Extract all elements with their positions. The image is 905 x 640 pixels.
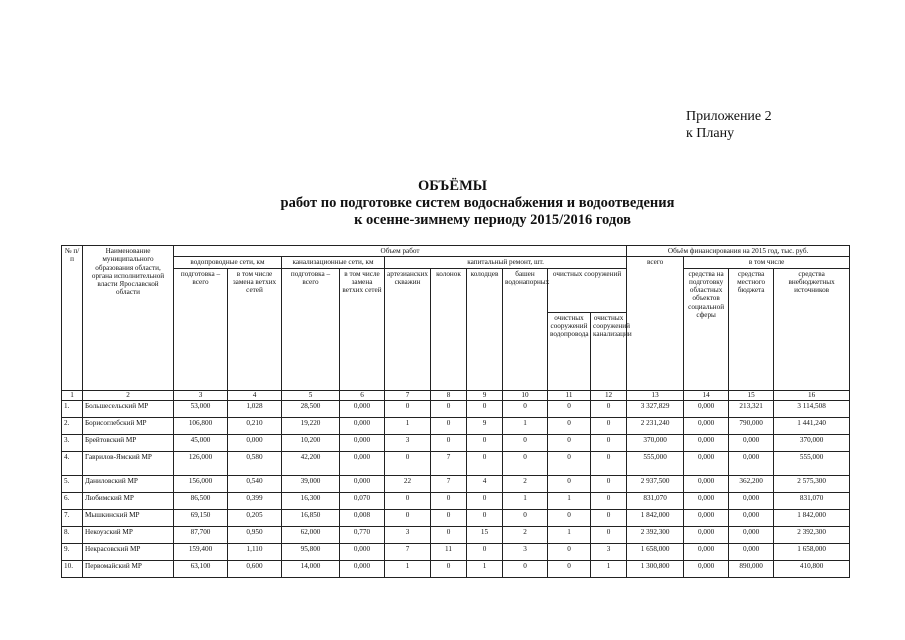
table-header-row-1 <box>62 246 850 257</box>
value-cell: 0,000 <box>340 475 385 492</box>
col-number: 3 <box>174 390 228 400</box>
value-cell: 4 <box>467 475 503 492</box>
col-number: 9 <box>467 390 503 400</box>
row-number-cell: 6. <box>62 492 83 509</box>
col-number: 12 <box>591 390 627 400</box>
value-cell: 0,000 <box>340 417 385 434</box>
value-cell: 0,000 <box>684 560 729 577</box>
col-number: 13 <box>627 390 684 400</box>
value-cell: 370,000 <box>627 434 684 451</box>
value-cell: 2 392,300 <box>774 526 850 543</box>
value-cell: 2 <box>503 475 548 492</box>
value-cell: 0,008 <box>340 509 385 526</box>
value-cell: 0,000 <box>729 526 774 543</box>
value-cell: 0,580 <box>228 451 282 475</box>
value-cell: 0 <box>431 526 467 543</box>
value-cell: 1,110 <box>228 543 282 560</box>
header-wells: артезианских скважин <box>385 268 431 390</box>
value-cell: 0,000 <box>684 400 729 417</box>
value-cell: 10,200 <box>282 434 340 451</box>
header-works: Объем работ <box>174 246 627 257</box>
header-sewer-networks: канализационные сети, км <box>282 257 385 268</box>
municipality-cell: Любимский МР <box>83 492 174 509</box>
value-cell: 0 <box>591 451 627 475</box>
header-name: Наименование муниципального образования области, органа исполнительной власти Ярославской области <box>83 246 174 391</box>
value-cell: 2 575,300 <box>774 475 850 492</box>
value-cell: 0,000 <box>684 492 729 509</box>
value-cell: 0 <box>385 451 431 475</box>
row-number-cell: 10. <box>62 560 83 577</box>
value-cell: 0,000 <box>228 434 282 451</box>
header-treatment-sewer: очистных сооружений канализации <box>591 312 627 390</box>
value-cell: 11 <box>431 543 467 560</box>
header-capital-repair: капитальный ремонт, шт. <box>385 257 627 268</box>
value-cell: 0,950 <box>228 526 282 543</box>
value-cell: 0 <box>591 475 627 492</box>
header-financing: Объём финансирования на 2015 год, тыс. руб. <box>627 246 850 257</box>
header-water-networks: водопроводные сети, км <box>174 257 282 268</box>
title-line-3: к осенне-зимнему периоду 2015/2016 годов <box>354 212 631 228</box>
value-cell: 2 937,500 <box>627 475 684 492</box>
row-number-cell: 7. <box>62 509 83 526</box>
value-cell: 86,500 <box>174 492 228 509</box>
value-cell: 0,000 <box>340 400 385 417</box>
header-prep-total-water: подготовка – всего <box>174 268 228 390</box>
value-cell: 1 <box>503 492 548 509</box>
table-row <box>62 434 850 451</box>
value-cell: 16,850 <box>282 509 340 526</box>
value-cell: 2 392,300 <box>627 526 684 543</box>
header-replace-water: в том числе замена ветхих сетей <box>228 268 282 390</box>
value-cell: 1 <box>385 560 431 577</box>
col-number: 8 <box>431 390 467 400</box>
value-cell: 0 <box>467 543 503 560</box>
value-cell: 1 658,000 <box>774 543 850 560</box>
row-number-cell: 3. <box>62 434 83 451</box>
value-cell: 9 <box>467 417 503 434</box>
value-cell: 159,400 <box>174 543 228 560</box>
value-cell: 0,000 <box>729 509 774 526</box>
table-row <box>62 492 850 509</box>
row-number-cell: 9. <box>62 543 83 560</box>
value-cell: 0,000 <box>729 543 774 560</box>
row-number-cell: 5. <box>62 475 83 492</box>
value-cell: 7 <box>385 543 431 560</box>
value-cell: 39,000 <box>282 475 340 492</box>
col-number: 11 <box>548 390 591 400</box>
municipality-cell: Борисоглебский МР <box>83 417 174 434</box>
value-cell: 19,220 <box>282 417 340 434</box>
col-number: 5 <box>282 390 340 400</box>
value-cell: 0,000 <box>729 434 774 451</box>
value-cell: 0 <box>548 560 591 577</box>
value-cell: 0 <box>385 400 431 417</box>
header-fund-local: средства местного бюджета <box>729 268 774 390</box>
table-row <box>62 400 850 417</box>
value-cell: 0 <box>591 434 627 451</box>
value-cell: 106,800 <box>174 417 228 434</box>
header-dug-wells: колодцев <box>467 268 503 390</box>
value-cell: 22 <box>385 475 431 492</box>
value-cell: 0 <box>431 400 467 417</box>
value-cell: 0 <box>503 451 548 475</box>
table-header-row-3 <box>62 268 850 312</box>
municipality-cell: Некоузский МР <box>83 526 174 543</box>
value-cell: 1 <box>385 417 431 434</box>
header-fund-regional: средства на подготовку областных объектов социальной сферы <box>684 268 729 390</box>
col-number: 6 <box>340 390 385 400</box>
value-cell: 7 <box>431 475 467 492</box>
header-treatment: очистных сооружений <box>548 268 627 312</box>
value-cell: 15 <box>467 526 503 543</box>
value-cell: 0 <box>431 417 467 434</box>
value-cell: 0 <box>548 475 591 492</box>
value-cell: 3 <box>385 434 431 451</box>
header-replace-sewer: в том числе замена ветхих сетей <box>340 268 385 390</box>
title-line-2: работ по подготовке систем водоснабжения и водоотведения <box>280 195 675 211</box>
header-total: всего <box>627 257 684 390</box>
appendix-line-2: к Плану <box>686 126 735 141</box>
municipality-cell: Большесельский МР <box>83 400 174 417</box>
value-cell: 1 441,240 <box>774 417 850 434</box>
value-cell: 555,000 <box>627 451 684 475</box>
table-row <box>62 509 850 526</box>
value-cell: 370,000 <box>774 434 850 451</box>
value-cell: 0 <box>548 543 591 560</box>
row-number-cell: 1. <box>62 400 83 417</box>
value-cell: 0,770 <box>340 526 385 543</box>
value-cell: 156,000 <box>174 475 228 492</box>
value-cell: 0,000 <box>340 434 385 451</box>
value-cell: 3 114,508 <box>774 400 850 417</box>
value-cell: 362,200 <box>729 475 774 492</box>
municipality-cell: Некрасовский МР <box>83 543 174 560</box>
value-cell: 0,000 <box>729 451 774 475</box>
value-cell: 14,000 <box>282 560 340 577</box>
table-data-body <box>62 400 850 577</box>
value-cell: 1 842,000 <box>774 509 850 526</box>
col-number: 10 <box>503 390 548 400</box>
municipality-cell: Даниловский МР <box>83 475 174 492</box>
value-cell: 0,000 <box>684 509 729 526</box>
value-cell: 0,000 <box>340 560 385 577</box>
appendix-line-1: Приложение 2 <box>686 109 772 124</box>
value-cell: 1 <box>548 526 591 543</box>
value-cell: 890,000 <box>729 560 774 577</box>
value-cell: 1 <box>591 560 627 577</box>
municipality-cell: Брейтовский МР <box>83 434 174 451</box>
table-row <box>62 475 850 492</box>
value-cell: 0 <box>503 560 548 577</box>
value-cell: 213,321 <box>729 400 774 417</box>
value-cell: 0 <box>591 417 627 434</box>
title-line-1: ОБЪЁМЫ <box>417 178 487 194</box>
col-number: 16 <box>774 390 850 400</box>
value-cell: 3 <box>385 526 431 543</box>
value-cell: 1 842,000 <box>627 509 684 526</box>
table-row <box>62 543 850 560</box>
value-cell: 410,800 <box>774 560 850 577</box>
header-columns: колонок <box>431 268 467 390</box>
value-cell: 0,000 <box>729 492 774 509</box>
table-row <box>62 560 850 577</box>
value-cell: 3 327,829 <box>627 400 684 417</box>
value-cell: 1 300,800 <box>627 560 684 577</box>
col-number: 1 <box>62 390 83 400</box>
document-title <box>0 178 905 229</box>
municipality-cell: Гаврилов-Ямский МР <box>83 451 174 475</box>
header-prep-total-sewer: подготовка – всего <box>282 268 340 390</box>
value-cell: 0 <box>467 451 503 475</box>
table-row <box>62 451 850 475</box>
value-cell: 63,100 <box>174 560 228 577</box>
value-cell: 0,000 <box>340 543 385 560</box>
column-numbers-row <box>62 390 850 400</box>
value-cell: 0 <box>503 434 548 451</box>
header-num: № п/п <box>62 246 83 391</box>
value-cell: 95,800 <box>282 543 340 560</box>
value-cell: 0 <box>548 400 591 417</box>
value-cell: 3 <box>591 543 627 560</box>
header-including: в том числе <box>684 257 850 268</box>
value-cell: 0,399 <box>228 492 282 509</box>
value-cell: 0 <box>431 492 467 509</box>
value-cell: 0 <box>548 451 591 475</box>
value-cell: 28,500 <box>282 400 340 417</box>
value-cell: 126,000 <box>174 451 228 475</box>
col-number: 15 <box>729 390 774 400</box>
value-cell: 0 <box>467 509 503 526</box>
value-cell: 3 <box>503 543 548 560</box>
value-cell: 0,000 <box>684 526 729 543</box>
value-cell: 1 <box>503 417 548 434</box>
value-cell: 0,000 <box>684 451 729 475</box>
value-cell: 0 <box>431 560 467 577</box>
value-cell: 0,000 <box>684 543 729 560</box>
col-number: 14 <box>684 390 729 400</box>
value-cell: 0 <box>591 526 627 543</box>
table-row <box>62 526 850 543</box>
row-number-cell: 8. <box>62 526 83 543</box>
value-cell: 45,000 <box>174 434 228 451</box>
value-cell: 87,700 <box>174 526 228 543</box>
value-cell: 0,600 <box>228 560 282 577</box>
value-cell: 0 <box>467 400 503 417</box>
header-fund-extra: средства внебюджетных источников <box>774 268 850 390</box>
value-cell: 16,300 <box>282 492 340 509</box>
table-header-row-2 <box>62 257 850 268</box>
value-cell: 0,000 <box>684 417 729 434</box>
value-cell: 0,205 <box>228 509 282 526</box>
value-cell: 0,540 <box>228 475 282 492</box>
value-cell: 0 <box>431 509 467 526</box>
value-cell: 2 231,240 <box>627 417 684 434</box>
value-cell: 0,000 <box>684 475 729 492</box>
value-cell: 0 <box>467 492 503 509</box>
header-towers: башен водонапорных <box>503 268 548 390</box>
value-cell: 555,000 <box>774 451 850 475</box>
value-cell: 0,070 <box>340 492 385 509</box>
value-cell: 0 <box>503 509 548 526</box>
value-cell: 7 <box>431 451 467 475</box>
value-cell: 831,070 <box>627 492 684 509</box>
value-cell: 831,070 <box>774 492 850 509</box>
value-cell: 790,000 <box>729 417 774 434</box>
value-cell: 0,000 <box>340 451 385 475</box>
value-cell: 0 <box>503 400 548 417</box>
value-cell: 62,000 <box>282 526 340 543</box>
row-number-cell: 4. <box>62 451 83 475</box>
row-number-cell: 2. <box>62 417 83 434</box>
value-cell: 0 <box>548 509 591 526</box>
value-cell: 1 <box>548 492 591 509</box>
value-cell: 0 <box>591 509 627 526</box>
value-cell: 42,200 <box>282 451 340 475</box>
value-cell: 0 <box>548 434 591 451</box>
col-number: 2 <box>83 390 174 400</box>
table-row <box>62 417 850 434</box>
col-number: 7 <box>385 390 431 400</box>
value-cell: 1 <box>467 560 503 577</box>
value-cell: 53,000 <box>174 400 228 417</box>
value-cell: 0 <box>548 417 591 434</box>
value-cell: 69,150 <box>174 509 228 526</box>
value-cell: 2 <box>503 526 548 543</box>
value-cell: 0 <box>591 400 627 417</box>
value-cell: 0 <box>431 434 467 451</box>
works-volume-table <box>61 245 850 578</box>
value-cell: 0 <box>467 434 503 451</box>
value-cell: 0 <box>385 509 431 526</box>
value-cell: 1,028 <box>228 400 282 417</box>
municipality-cell: Мышкинский МР <box>83 509 174 526</box>
value-cell: 0,000 <box>684 434 729 451</box>
value-cell: 0,210 <box>228 417 282 434</box>
col-number: 4 <box>228 390 282 400</box>
municipality-cell: Первомайский МР <box>83 560 174 577</box>
appendix-label <box>686 108 772 142</box>
value-cell: 1 658,000 <box>627 543 684 560</box>
value-cell: 0 <box>385 492 431 509</box>
header-treatment-water: очистных сооружений водопровода <box>548 312 591 390</box>
value-cell: 0 <box>591 492 627 509</box>
